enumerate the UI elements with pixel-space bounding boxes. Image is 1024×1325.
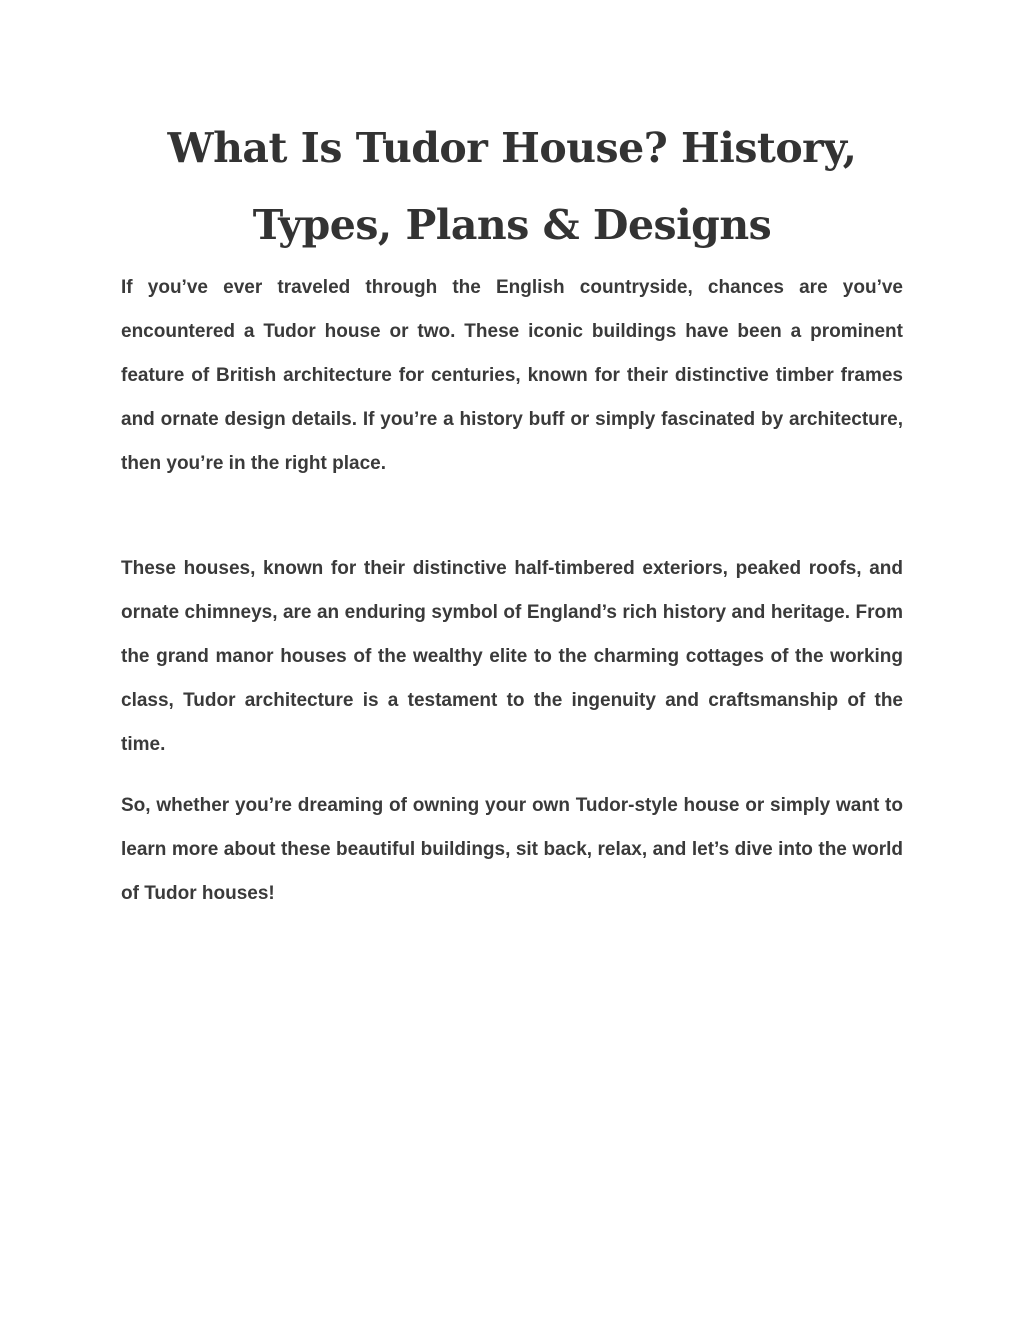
intro-paragraph: If you’ve ever traveled through the English countryside, chances are you’ve encountered a Tudor house or two. These iconic buildings have been a prominent feature of British architecture for centuries, known for their distinctive timber frames and ornate design details. If you’re a history buff or simply fascinated by architecture, then you’re in the right place. — [121, 277, 903, 474]
description-paragraph: These houses, known for their distinctive half-timbered exteriors, peaked roofs, and ornate chimneys, are an enduring symbol of England’s rich history and heritage. From the grand manor houses of the wealthy elite to the charming cottages of the working class, Tudor architecture is a testament to the ingenuity and craftsmanship of the time. — [121, 558, 903, 755]
page-title: What Is Tudor House? History, Types, Plans & Designs — [167, 124, 857, 249]
closing-paragraph: So, whether you’re dreaming of owning your own Tudor-style house or simply want to learn more about these beautiful buildings, sit back, relax, and let’s dive into the world of Tudor houses! — [121, 795, 903, 904]
